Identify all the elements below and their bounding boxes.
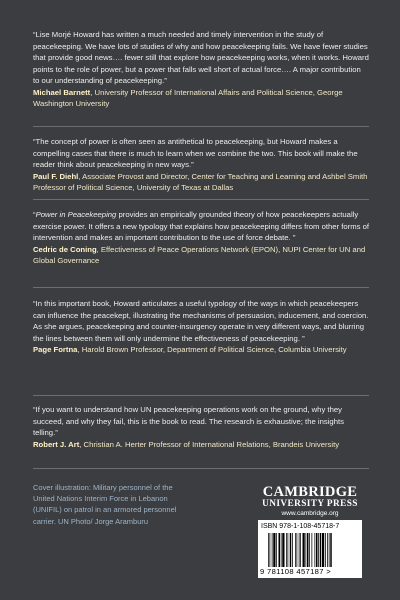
barcode-bar <box>292 533 293 567</box>
quote-text: provides an empirically grounded theory of how peacekeepers actually exercise power. It offers a new typology that explains how peacekeeping differs from other forms of intervention and makes an important contribution to the use of force debate. ” <box>33 210 370 242</box>
barcode-bar <box>299 533 300 567</box>
barcode-bar <box>290 533 292 567</box>
endorser-affiliation: , University Professor of International Affairs and Political Science, George Washington University <box>33 87 343 108</box>
barcode-bar <box>303 533 305 567</box>
barcode-bar <box>309 533 310 567</box>
barcode-bar <box>297 533 298 567</box>
barcode-bar <box>329 533 330 567</box>
barcode-bar <box>322 533 324 567</box>
barcode-bar <box>325 533 326 567</box>
barcode-bar <box>268 533 269 567</box>
cover-illustration-credit: Cover illustration: Military personnel of the United Nations Interim Force in Lebanon (UNIFIL) on patrol in an armored personnel carrier. UN Photo/ Jorge Aramburu <box>33 483 177 526</box>
endorser-affiliation: , Harold Brown Professor, Department of Political Science, Columbia University <box>77 345 347 354</box>
barcode <box>258 520 362 578</box>
barcode-bar <box>318 533 319 567</box>
endorsement-diehl <box>33 136 369 194</box>
barcode-bar <box>300 533 301 567</box>
publisher-subtitle: UNIVERSITY PRESS <box>262 499 358 509</box>
endorser-affiliation: , Associate Provost and Director, Center for Teaching and Learning and Ashbel Smith Professor of Political Science, University of Texas at Dallas <box>33 171 368 192</box>
endorser-affiliation: , Christian A. Herter Professor of International Relations, Brandeis University <box>79 439 340 449</box>
publisher-logo <box>258 485 362 518</box>
endorser-name: Michael Barnett <box>33 87 91 97</box>
barcode-bar <box>288 533 289 567</box>
endorsement-quote: “The concept of power is often seen as antithetical to peacekeeping, but Howard makes a compelling cases that there is much to learn when we combine the two. This book will make the reader think about peacekeeping in new ways.” <box>33 137 358 169</box>
endorsement-de-coning <box>33 209 369 267</box>
quote-open-mark: “ <box>33 210 36 219</box>
book-title: Power in Peacekeeping <box>35 210 117 219</box>
barcode-bar <box>281 533 282 567</box>
barcode-bar <box>295 533 296 567</box>
endorsement-attribution <box>33 171 369 194</box>
endorsement-barnett <box>33 29 369 110</box>
isbn-label: ISBN 978-1-108-45718-7 <box>261 523 340 530</box>
barcode-bar <box>307 533 309 567</box>
endorsement-quote: “In this important book, Howard articulates a useful typology of the ways in which peacekeepers can influence the peacekept, illustrating the mechanisms of persuasion, inducement, and coercion. As she argues, peacekeeping and counter-insurgency operate in very different ways, and blurring the lines between them will only undermine the effectiveness of peacekeeping. ” <box>33 299 369 343</box>
barcode-bar <box>273 533 275 567</box>
endorsement-attribution <box>33 87 369 110</box>
endorsement-attribution <box>33 439 369 451</box>
barcode-bar <box>282 533 284 567</box>
barcode-bar <box>279 533 281 567</box>
divider <box>33 395 369 396</box>
divider <box>33 199 369 200</box>
endorsement-quote <box>33 209 369 244</box>
endorser-name: Paul F. Diehl <box>33 171 79 181</box>
barcode-digits: 9 781108 457187 > <box>260 567 332 576</box>
barcode-bar <box>276 533 277 567</box>
endorsement-quote: “Lise Morjé Howard has written a much needed and timely intervention in the study of peacekeeping. We have lots of studies of why and how peacekeeping fails. We have fewer studies that provide good news…. fewer still that explore how peacekeeping works, when it works. Howard points to the role of power, but a power that falls well short of actual force…. A major contribution to our understanding of peacekeeping.” <box>33 30 369 85</box>
publisher-url: www.cambridge.org <box>281 510 339 517</box>
endorser-name: Page Fortna <box>33 345 78 354</box>
barcode-bar <box>315 533 316 567</box>
endorsement-attribution <box>33 244 369 267</box>
divider <box>33 126 369 127</box>
barcode-bar <box>286 533 287 567</box>
barcode-bar <box>330 533 332 567</box>
barcode-bar <box>306 533 307 567</box>
endorser-name: Robert J. Art <box>33 439 80 449</box>
endorser-affiliation: , Effectiveness of Peace Operations Network (EPON), NUPI Center for UN and Global Governance <box>33 244 366 265</box>
publisher-name: CAMBRIDGE <box>262 484 358 500</box>
endorsement-art <box>33 404 369 450</box>
barcode-bar <box>327 533 328 567</box>
barcode-bar <box>312 533 313 567</box>
barcode-bars <box>268 533 356 567</box>
barcode-bar <box>272 533 273 567</box>
barcode-bar <box>316 533 318 567</box>
barcode-bar <box>320 533 322 567</box>
endorsement-fortna <box>33 298 369 356</box>
barcode-bar <box>270 533 271 567</box>
endorsement-attribution <box>33 344 369 356</box>
divider <box>33 468 369 469</box>
divider <box>33 287 369 288</box>
endorser-name: Cedric de Coning <box>33 244 97 254</box>
endorsement-quote: “If you want to understand how UN peacekeeping operations work on the ground, why they succeed, and why they fail, this is the book to read. The research is exhaustive; the insights telling.” <box>33 405 344 437</box>
